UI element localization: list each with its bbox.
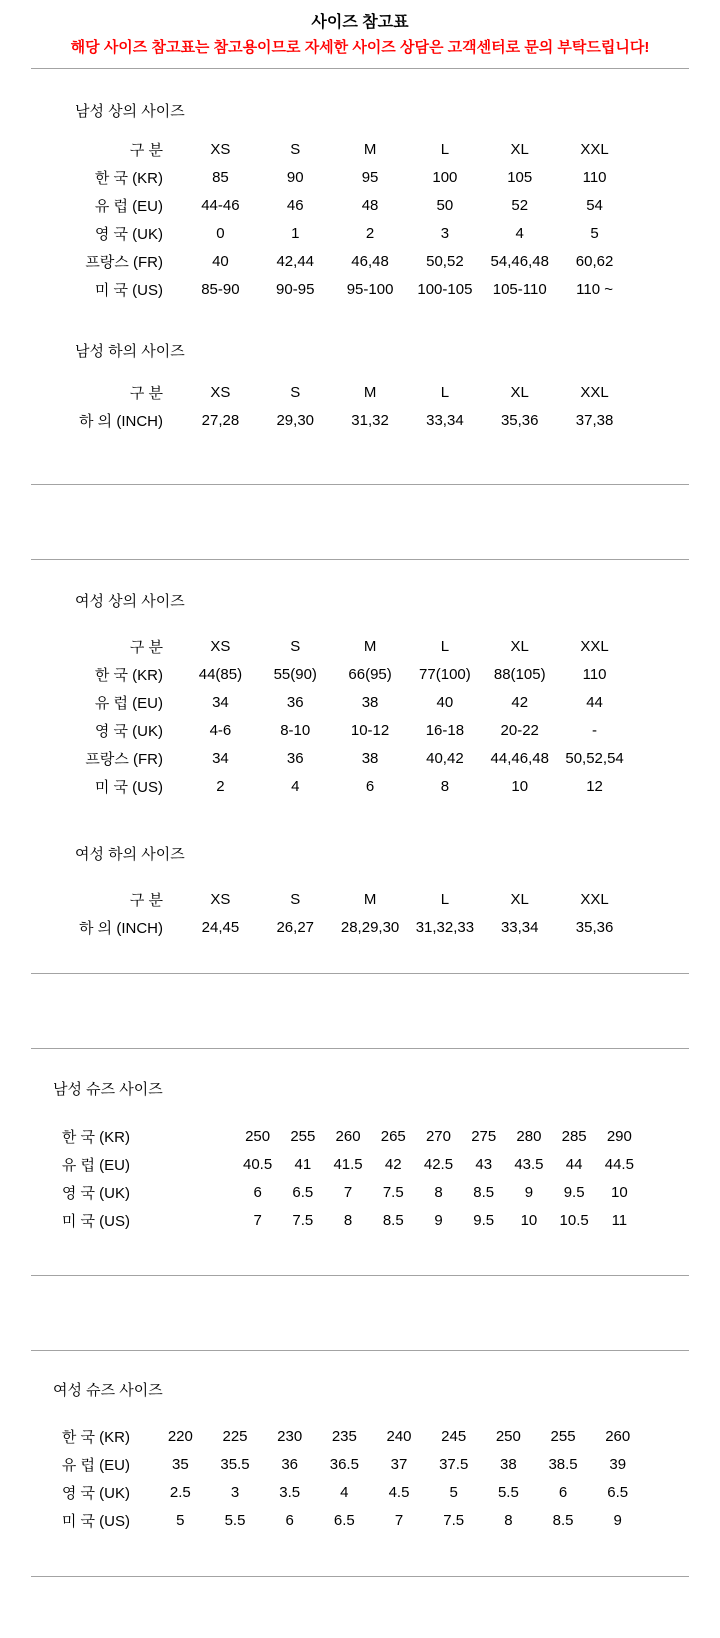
cell: 100-105 bbox=[417, 280, 473, 298]
cell: 77(100) bbox=[419, 665, 471, 683]
cell: 255 bbox=[290, 1127, 316, 1145]
cell: 280 bbox=[516, 1127, 542, 1145]
cell: 5.5 bbox=[497, 1483, 519, 1501]
cell: 37 bbox=[390, 1455, 408, 1473]
cell: 38 bbox=[361, 693, 379, 711]
row-label: 하 의 (INCH) bbox=[79, 412, 163, 430]
cell: 0 bbox=[216, 224, 225, 242]
cell: 16-18 bbox=[425, 721, 465, 739]
row-label: 프랑스 (FR) bbox=[85, 253, 163, 271]
table-row bbox=[0, 1506, 720, 1534]
row-values bbox=[183, 778, 632, 795]
cell: 26,27 bbox=[276, 918, 315, 936]
row-label: 하 의 (INCH) bbox=[79, 919, 163, 937]
row-values bbox=[153, 1512, 645, 1529]
row-values bbox=[183, 750, 632, 767]
cell: 44 bbox=[586, 693, 603, 711]
header-cell: S bbox=[290, 890, 301, 908]
cell: 48 bbox=[361, 196, 379, 214]
cell: 54,46,48 bbox=[490, 252, 549, 270]
cell: 245 bbox=[441, 1427, 467, 1445]
row-label: 유 럽 (EU) bbox=[94, 694, 163, 712]
table-row bbox=[0, 1478, 720, 1506]
cell: 40 bbox=[436, 693, 454, 711]
header-cell: XXL bbox=[580, 890, 609, 908]
section-heading-mens-shoes: 남성 슈즈 사이즈 bbox=[53, 1081, 163, 1098]
cell: 250 bbox=[495, 1427, 521, 1445]
cell: 38 bbox=[500, 1455, 517, 1473]
cell: 2 bbox=[365, 224, 375, 242]
womens-shoes-size-table bbox=[0, 1422, 720, 1534]
cell: 7 bbox=[343, 1183, 353, 1201]
header-cells bbox=[183, 891, 632, 908]
header-cells bbox=[183, 384, 632, 401]
cell: 8 bbox=[504, 1511, 513, 1529]
divider bbox=[31, 973, 689, 974]
cell: 9 bbox=[524, 1183, 534, 1201]
table-header-row bbox=[0, 378, 720, 406]
cell: 9.5 bbox=[563, 1183, 585, 1201]
table-row bbox=[0, 744, 720, 772]
cell: - bbox=[592, 721, 598, 739]
cell: 36.5 bbox=[329, 1455, 359, 1473]
cell: 46,48 bbox=[351, 252, 389, 270]
row-label: 유 럽 (EU) bbox=[61, 1156, 130, 1174]
cell: 7.5 bbox=[292, 1211, 314, 1229]
header-cell: L bbox=[440, 637, 450, 655]
table-row bbox=[0, 1422, 720, 1450]
header-cell: S bbox=[290, 140, 301, 158]
cell: 8.5 bbox=[552, 1511, 574, 1529]
cell: 10 bbox=[511, 777, 529, 795]
cell: 260 bbox=[335, 1127, 361, 1145]
row-values bbox=[153, 1428, 645, 1445]
row-label: 유 럽 (EU) bbox=[94, 197, 163, 215]
divider bbox=[31, 1576, 689, 1577]
mens-bottom-size-table bbox=[0, 378, 720, 434]
cell: 12 bbox=[586, 777, 603, 795]
header-label: 구 분 bbox=[129, 638, 163, 656]
section-mens-shoes-sizes bbox=[0, 1081, 720, 1234]
cell: 85-90 bbox=[201, 280, 240, 298]
table-row bbox=[0, 406, 720, 434]
row-values bbox=[153, 1456, 645, 1473]
cell: 27,28 bbox=[201, 411, 240, 429]
header-cell: M bbox=[363, 140, 377, 158]
cell: 41.5 bbox=[333, 1155, 363, 1173]
table-row bbox=[0, 191, 720, 219]
header-cells bbox=[183, 141, 632, 158]
cell: 20-22 bbox=[500, 721, 539, 739]
header-cell: XS bbox=[210, 637, 231, 655]
row-label: 영 국 (UK) bbox=[94, 225, 163, 243]
cell: 35,36 bbox=[575, 918, 614, 936]
cell: 35 bbox=[171, 1455, 189, 1473]
cell: 8.5 bbox=[382, 1211, 404, 1229]
divider bbox=[31, 484, 689, 485]
cell: 37.5 bbox=[439, 1455, 469, 1473]
cell: 50,52,54 bbox=[565, 749, 624, 767]
row-label: 미 국 (US) bbox=[94, 778, 163, 796]
cell: 3.5 bbox=[279, 1483, 301, 1501]
row-values bbox=[183, 197, 632, 214]
cell: 42.5 bbox=[423, 1155, 454, 1173]
table-header-row bbox=[0, 135, 720, 163]
row-values bbox=[235, 1184, 642, 1201]
cell: 5 bbox=[590, 224, 599, 242]
cell: 38.5 bbox=[548, 1455, 578, 1473]
cell: 110 bbox=[582, 665, 607, 683]
table-row bbox=[0, 163, 720, 191]
cell: 36 bbox=[281, 1455, 299, 1473]
cell: 8 bbox=[440, 777, 450, 795]
cell: 285 bbox=[561, 1127, 587, 1145]
cell: 6.5 bbox=[292, 1183, 314, 1201]
header-cell: L bbox=[440, 890, 450, 908]
section-heading-mens-top: 남성 상의 사이즈 bbox=[75, 103, 185, 120]
header-cell: M bbox=[363, 383, 377, 401]
section-mens-bottom-sizes bbox=[0, 343, 720, 434]
cell: 2 bbox=[216, 777, 225, 795]
cell: 105-110 bbox=[492, 280, 547, 298]
cell: 11 bbox=[611, 1211, 628, 1229]
cell: 90-95 bbox=[276, 280, 315, 298]
header-label: 구 분 bbox=[129, 384, 163, 402]
header-cell: XS bbox=[210, 140, 231, 158]
cell: 10 bbox=[520, 1211, 538, 1229]
cell: 3 bbox=[230, 1483, 240, 1501]
cell: 52 bbox=[511, 196, 529, 214]
row-label: 프랑스 (FR) bbox=[85, 750, 163, 768]
row-label: 미 국 (US) bbox=[61, 1512, 130, 1530]
row-values bbox=[235, 1156, 642, 1173]
mens-shoes-size-table bbox=[0, 1122, 720, 1234]
cell: 41 bbox=[294, 1155, 312, 1173]
header-cell: XL bbox=[510, 383, 529, 401]
cell: 44.5 bbox=[604, 1155, 634, 1173]
cell: 8.5 bbox=[473, 1183, 495, 1201]
row-values bbox=[183, 666, 632, 683]
cell: 265 bbox=[380, 1127, 406, 1145]
cell: 42,44 bbox=[276, 252, 315, 270]
cell: 6 bbox=[253, 1183, 262, 1201]
cell: 8-10 bbox=[280, 721, 311, 739]
section-womens-bottom-sizes bbox=[0, 846, 720, 941]
cell: 40.5 bbox=[243, 1155, 273, 1173]
cell: 225 bbox=[222, 1427, 248, 1445]
section-mens-top-sizes bbox=[0, 103, 720, 303]
cell: 28,29,30 bbox=[340, 918, 400, 936]
cell: 4 bbox=[291, 777, 300, 795]
cell: 9 bbox=[613, 1511, 622, 1529]
cell: 36 bbox=[286, 749, 304, 767]
cell: 9.5 bbox=[473, 1211, 495, 1229]
table-row bbox=[0, 247, 720, 275]
cell: 5 bbox=[449, 1483, 458, 1501]
row-label: 영 국 (UK) bbox=[61, 1484, 130, 1502]
row-values bbox=[183, 694, 632, 711]
cell: 44-46 bbox=[201, 196, 240, 214]
header-cell: S bbox=[290, 637, 301, 655]
header-label: 구 분 bbox=[129, 141, 163, 159]
cell: 34 bbox=[212, 693, 229, 711]
cell: 6.5 bbox=[607, 1483, 629, 1501]
cell: 5 bbox=[176, 1511, 185, 1529]
cell: 110 bbox=[582, 168, 607, 186]
page-title: 사이즈 참고표 bbox=[311, 14, 409, 31]
cell: 90 bbox=[286, 168, 304, 186]
cell: 10.5 bbox=[559, 1211, 589, 1229]
table-header-row bbox=[0, 885, 720, 913]
cell: 36 bbox=[286, 693, 304, 711]
cell: 7 bbox=[394, 1511, 404, 1529]
row-values bbox=[183, 919, 632, 936]
cell: 290 bbox=[606, 1127, 632, 1145]
cell: 6 bbox=[365, 777, 375, 795]
section-heading-womens-top: 여성 상의 사이즈 bbox=[75, 593, 185, 610]
cell: 33,34 bbox=[500, 918, 539, 936]
table-row bbox=[0, 1178, 720, 1206]
cell: 7.5 bbox=[443, 1511, 465, 1529]
header-cell: XL bbox=[510, 890, 529, 908]
header-cell: S bbox=[290, 383, 301, 401]
header-cell: XL bbox=[510, 637, 529, 655]
cell: 33,34 bbox=[426, 411, 464, 429]
cell: 42 bbox=[384, 1155, 402, 1173]
cell: 7 bbox=[253, 1211, 262, 1229]
cell: 6.5 bbox=[333, 1511, 355, 1529]
section-heading-womens-shoes: 여성 슈즈 사이즈 bbox=[53, 1382, 163, 1399]
header-cell: L bbox=[440, 383, 450, 401]
cell: 37,38 bbox=[575, 411, 614, 429]
cell: 31,32,33 bbox=[415, 918, 475, 936]
cell: 35.5 bbox=[220, 1455, 250, 1473]
table-row bbox=[0, 772, 720, 800]
cell: 9 bbox=[434, 1211, 443, 1229]
cell: 34 bbox=[212, 749, 229, 767]
cell: 230 bbox=[277, 1427, 303, 1445]
cell: 10 bbox=[611, 1183, 628, 1201]
cell: 44 bbox=[565, 1155, 583, 1173]
header-cell: XL bbox=[510, 140, 529, 158]
table-row bbox=[0, 1450, 720, 1478]
mens-top-size-table bbox=[0, 135, 720, 303]
cell: 7.5 bbox=[382, 1183, 404, 1201]
table-row bbox=[0, 275, 720, 303]
cell: 240 bbox=[386, 1427, 412, 1445]
cell: 35,36 bbox=[500, 411, 539, 429]
cell: 88(105) bbox=[493, 665, 546, 683]
cell: 38 bbox=[361, 749, 379, 767]
cell: 220 bbox=[167, 1427, 193, 1445]
row-values bbox=[183, 253, 632, 270]
row-label: 미 국 (US) bbox=[94, 281, 163, 299]
cell: 44,46,48 bbox=[490, 749, 549, 767]
cell: 4 bbox=[340, 1483, 349, 1501]
cell: 8 bbox=[434, 1183, 443, 1201]
table-row bbox=[0, 1206, 720, 1234]
row-values bbox=[183, 169, 632, 186]
table-row bbox=[0, 716, 720, 744]
cell: 1 bbox=[291, 224, 300, 242]
cell: 235 bbox=[331, 1427, 357, 1445]
row-values bbox=[153, 1484, 645, 1501]
cell: 275 bbox=[471, 1127, 497, 1145]
header-cell: M bbox=[363, 637, 377, 655]
cell: 260 bbox=[605, 1427, 631, 1445]
header-label: 구 분 bbox=[129, 891, 163, 909]
cell: 2.5 bbox=[169, 1483, 191, 1501]
header-cells bbox=[183, 638, 632, 655]
cell: 40,42 bbox=[426, 749, 464, 767]
section-womens-shoes-sizes bbox=[0, 1382, 720, 1534]
row-label: 유 럽 (EU) bbox=[61, 1456, 130, 1474]
womens-bottom-size-table bbox=[0, 885, 720, 941]
cell: 39 bbox=[609, 1455, 627, 1473]
cell: 50,52 bbox=[426, 252, 464, 270]
cell: 105 bbox=[507, 168, 533, 186]
header-cell: L bbox=[440, 140, 450, 158]
cell: 24,45 bbox=[201, 918, 240, 936]
cell: 5.5 bbox=[224, 1511, 246, 1529]
row-values bbox=[183, 281, 632, 298]
row-values bbox=[183, 225, 632, 242]
cell: 43 bbox=[475, 1155, 493, 1173]
row-label: 영 국 (UK) bbox=[94, 722, 163, 740]
cell: 42 bbox=[511, 693, 529, 711]
cell: 6 bbox=[558, 1483, 568, 1501]
cell: 6 bbox=[285, 1511, 294, 1529]
cell: 250 bbox=[245, 1127, 271, 1145]
cell: 8 bbox=[343, 1211, 353, 1229]
table-row bbox=[0, 219, 720, 247]
cell: 4-6 bbox=[209, 721, 232, 739]
cell: 43.5 bbox=[514, 1155, 544, 1173]
row-values bbox=[235, 1212, 642, 1229]
row-label: 한 국 (KR) bbox=[61, 1428, 130, 1446]
cell: 55(90) bbox=[273, 665, 317, 683]
cell: 270 bbox=[425, 1127, 451, 1145]
divider bbox=[31, 1048, 689, 1049]
table-header-row bbox=[0, 632, 720, 660]
cell: 44(85) bbox=[198, 665, 243, 683]
cell: 66(95) bbox=[348, 665, 392, 683]
cell: 54 bbox=[586, 196, 603, 214]
header-cell: XS bbox=[210, 383, 231, 401]
cell: 10-12 bbox=[350, 721, 390, 739]
cell: 95-100 bbox=[346, 280, 394, 298]
cell: 4.5 bbox=[388, 1483, 410, 1501]
header-cell: XXL bbox=[580, 637, 609, 655]
row-label: 한 국 (KR) bbox=[94, 169, 163, 187]
divider bbox=[31, 1350, 689, 1351]
womens-top-size-table bbox=[0, 632, 720, 800]
table-row bbox=[0, 913, 720, 941]
section-heading-mens-bottom: 남성 하의 사이즈 bbox=[75, 343, 185, 360]
table-row bbox=[0, 1122, 720, 1150]
cell: 50 bbox=[436, 196, 454, 214]
header-cell: M bbox=[363, 890, 377, 908]
table-row bbox=[0, 660, 720, 688]
table-row bbox=[0, 688, 720, 716]
row-values bbox=[235, 1128, 642, 1145]
cell: 60,62 bbox=[575, 252, 614, 270]
cell: 31,32 bbox=[351, 411, 389, 429]
row-label: 영 국 (UK) bbox=[61, 1184, 130, 1202]
cell: 4 bbox=[515, 224, 524, 242]
header-cell: XXL bbox=[580, 383, 609, 401]
cell: 40 bbox=[212, 252, 229, 270]
cell: 95 bbox=[361, 168, 379, 186]
row-values bbox=[183, 722, 632, 739]
row-values bbox=[183, 412, 632, 429]
cell: 255 bbox=[550, 1427, 576, 1445]
header-cell: XXL bbox=[580, 140, 609, 158]
header-cell: XS bbox=[210, 890, 231, 908]
row-label: 미 국 (US) bbox=[61, 1212, 130, 1230]
divider bbox=[31, 1275, 689, 1276]
section-heading-womens-bottom: 여성 하의 사이즈 bbox=[75, 846, 185, 863]
cell: 29,30 bbox=[276, 411, 315, 429]
section-womens-top-sizes bbox=[0, 593, 720, 800]
table-row bbox=[0, 1150, 720, 1178]
cell: 110 ~ bbox=[576, 280, 613, 298]
row-label: 한 국 (KR) bbox=[94, 666, 163, 684]
notice-text: 해당 사이즈 참고표는 참고용이므로 자세한 사이즈 상담은 고객센터로 문의 부탁드립니다! bbox=[70, 39, 650, 56]
cell: 3 bbox=[440, 224, 450, 242]
divider bbox=[31, 559, 689, 560]
divider bbox=[31, 68, 689, 69]
cell: 85 bbox=[212, 168, 229, 186]
cell: 46 bbox=[286, 196, 304, 214]
cell: 100 bbox=[432, 168, 458, 186]
row-label: 한 국 (KR) bbox=[61, 1128, 130, 1146]
